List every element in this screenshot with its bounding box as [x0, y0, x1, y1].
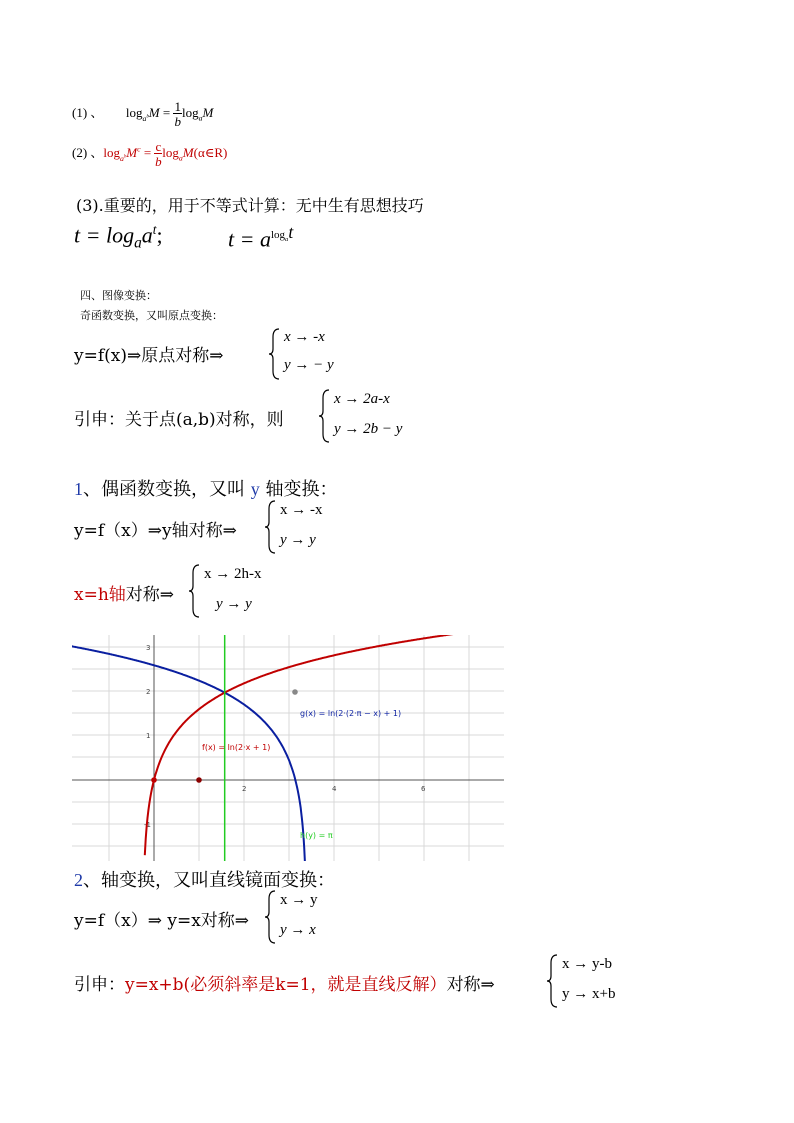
- brace-icon: [264, 499, 278, 555]
- rule-1-eq: =: [162, 104, 171, 120]
- brace-icon: [268, 327, 282, 381]
- log-rule-2: (2) 、$\log_{a^b}M^c$ = $\frac{c}{b}$ $\log_aM(\alpha\in R)$: [72, 139, 228, 169]
- system-row: x → -x: [280, 502, 323, 518]
- curve-g: [72, 646, 305, 861]
- label-f: f(x) = ln(2·x + 1): [202, 743, 271, 752]
- log-rule-1: [72, 100, 213, 128]
- tick-label-y: -1: [144, 821, 151, 829]
- rule-1-right-base: a: [198, 113, 203, 123]
- point-f-root: [151, 777, 157, 783]
- part-1-title: 1、偶函数变换，又叫 y 轴变换：: [74, 479, 338, 500]
- line-symmetry-lhs: y=f（x）⇒ y=x对称⇒: [74, 911, 250, 931]
- rule-1-base: a: [142, 113, 147, 123]
- rule-1-label: (1) 、: [72, 104, 104, 120]
- brace-icon: [318, 388, 332, 444]
- point-marker: [196, 777, 202, 783]
- system-row: y → y: [216, 596, 252, 612]
- rule-1-right-var: M: [202, 104, 214, 120]
- tick-label-y: 2: [146, 688, 151, 696]
- system-row: x → y-b: [562, 956, 612, 972]
- tick-label-y: 3: [146, 644, 151, 652]
- rule-2-label: (2) 、: [72, 144, 104, 160]
- line-b-symmetry-lhs: 引申：y=x+b(必须斜率是k=1，就是直线反解）对称⇒: [74, 975, 495, 995]
- axis-h-symmetry-system: [188, 563, 288, 619]
- tick-label-x: 6: [421, 785, 426, 793]
- rule-2-log: log: [103, 144, 121, 160]
- rule-2-condition: (α∈R): [193, 144, 228, 160]
- point-symmetry-system: [318, 388, 428, 444]
- system-row: x → 2a-x: [334, 391, 390, 407]
- tick-label-x: 2: [242, 785, 247, 793]
- rule-2-var: M: [126, 144, 138, 160]
- line-b-symmetry-system: [546, 953, 646, 1009]
- rule-1-fraction: $\frac{1}{b}$: [174, 99, 181, 129]
- label-g: g(x) = ln(2·(2·π − x) + 1): [300, 709, 402, 718]
- brace-icon: [188, 563, 202, 619]
- system-row: x → y: [280, 892, 318, 908]
- rule-1-base-exp: b: [146, 113, 149, 119]
- rule-3-formula-2: $t = a^{log_at}$: [228, 222, 294, 252]
- point-symmetry-lhs: 引申：关于点(a,b)对称，则: [74, 410, 284, 430]
- system-row: x → -x: [284, 329, 325, 345]
- brace-icon: [546, 953, 560, 1009]
- system-row: y → 2b − y: [334, 421, 403, 437]
- origin-symmetry-lhs: y=f(x)⇒原点对称⇒: [74, 346, 224, 366]
- rule-3-formula-1: $t = \log_aa^t$;: [74, 222, 163, 252]
- system-row: y → − y: [284, 357, 334, 373]
- point-intersection: [292, 689, 298, 695]
- rule-1-log: log: [125, 104, 143, 120]
- even-symmetry-system: [264, 499, 354, 555]
- system-row: x → 2h-x: [204, 566, 262, 582]
- graph-grid: [72, 635, 504, 861]
- rule-2-fraction: $\frac{c}{b}$: [155, 139, 162, 169]
- tick-label-y: 1: [146, 732, 151, 740]
- axis-h-symmetry-lhs: x=h轴对称⇒: [74, 585, 175, 605]
- rule-1-var: M: [148, 104, 160, 120]
- origin-symmetry-system: [268, 327, 358, 381]
- rule-1-right-log: log: [181, 104, 199, 120]
- section-4-title: 四、图像变换：: [80, 289, 157, 302]
- rule-3-heading: (3).重要的，用于不等式计算：无中生有思想技巧: [76, 196, 424, 215]
- label-h: h(y) = π: [300, 831, 333, 840]
- system-row: y → x: [280, 922, 316, 938]
- line-symmetry-system: [264, 889, 354, 945]
- part-2-title: 2、轴变换，又叫直线镜面变换：: [74, 870, 335, 891]
- section-4-subtitle: 奇函数变换，又叫原点变换：: [80, 309, 223, 322]
- even-symmetry-lhs: y=f（x）⇒y轴对称⇒: [74, 521, 237, 541]
- tick-label-x: 4: [332, 785, 337, 793]
- system-row: y → x+b: [562, 986, 616, 1002]
- function-graph: [72, 635, 504, 861]
- system-row: y → y: [280, 532, 316, 548]
- brace-icon: [264, 889, 278, 945]
